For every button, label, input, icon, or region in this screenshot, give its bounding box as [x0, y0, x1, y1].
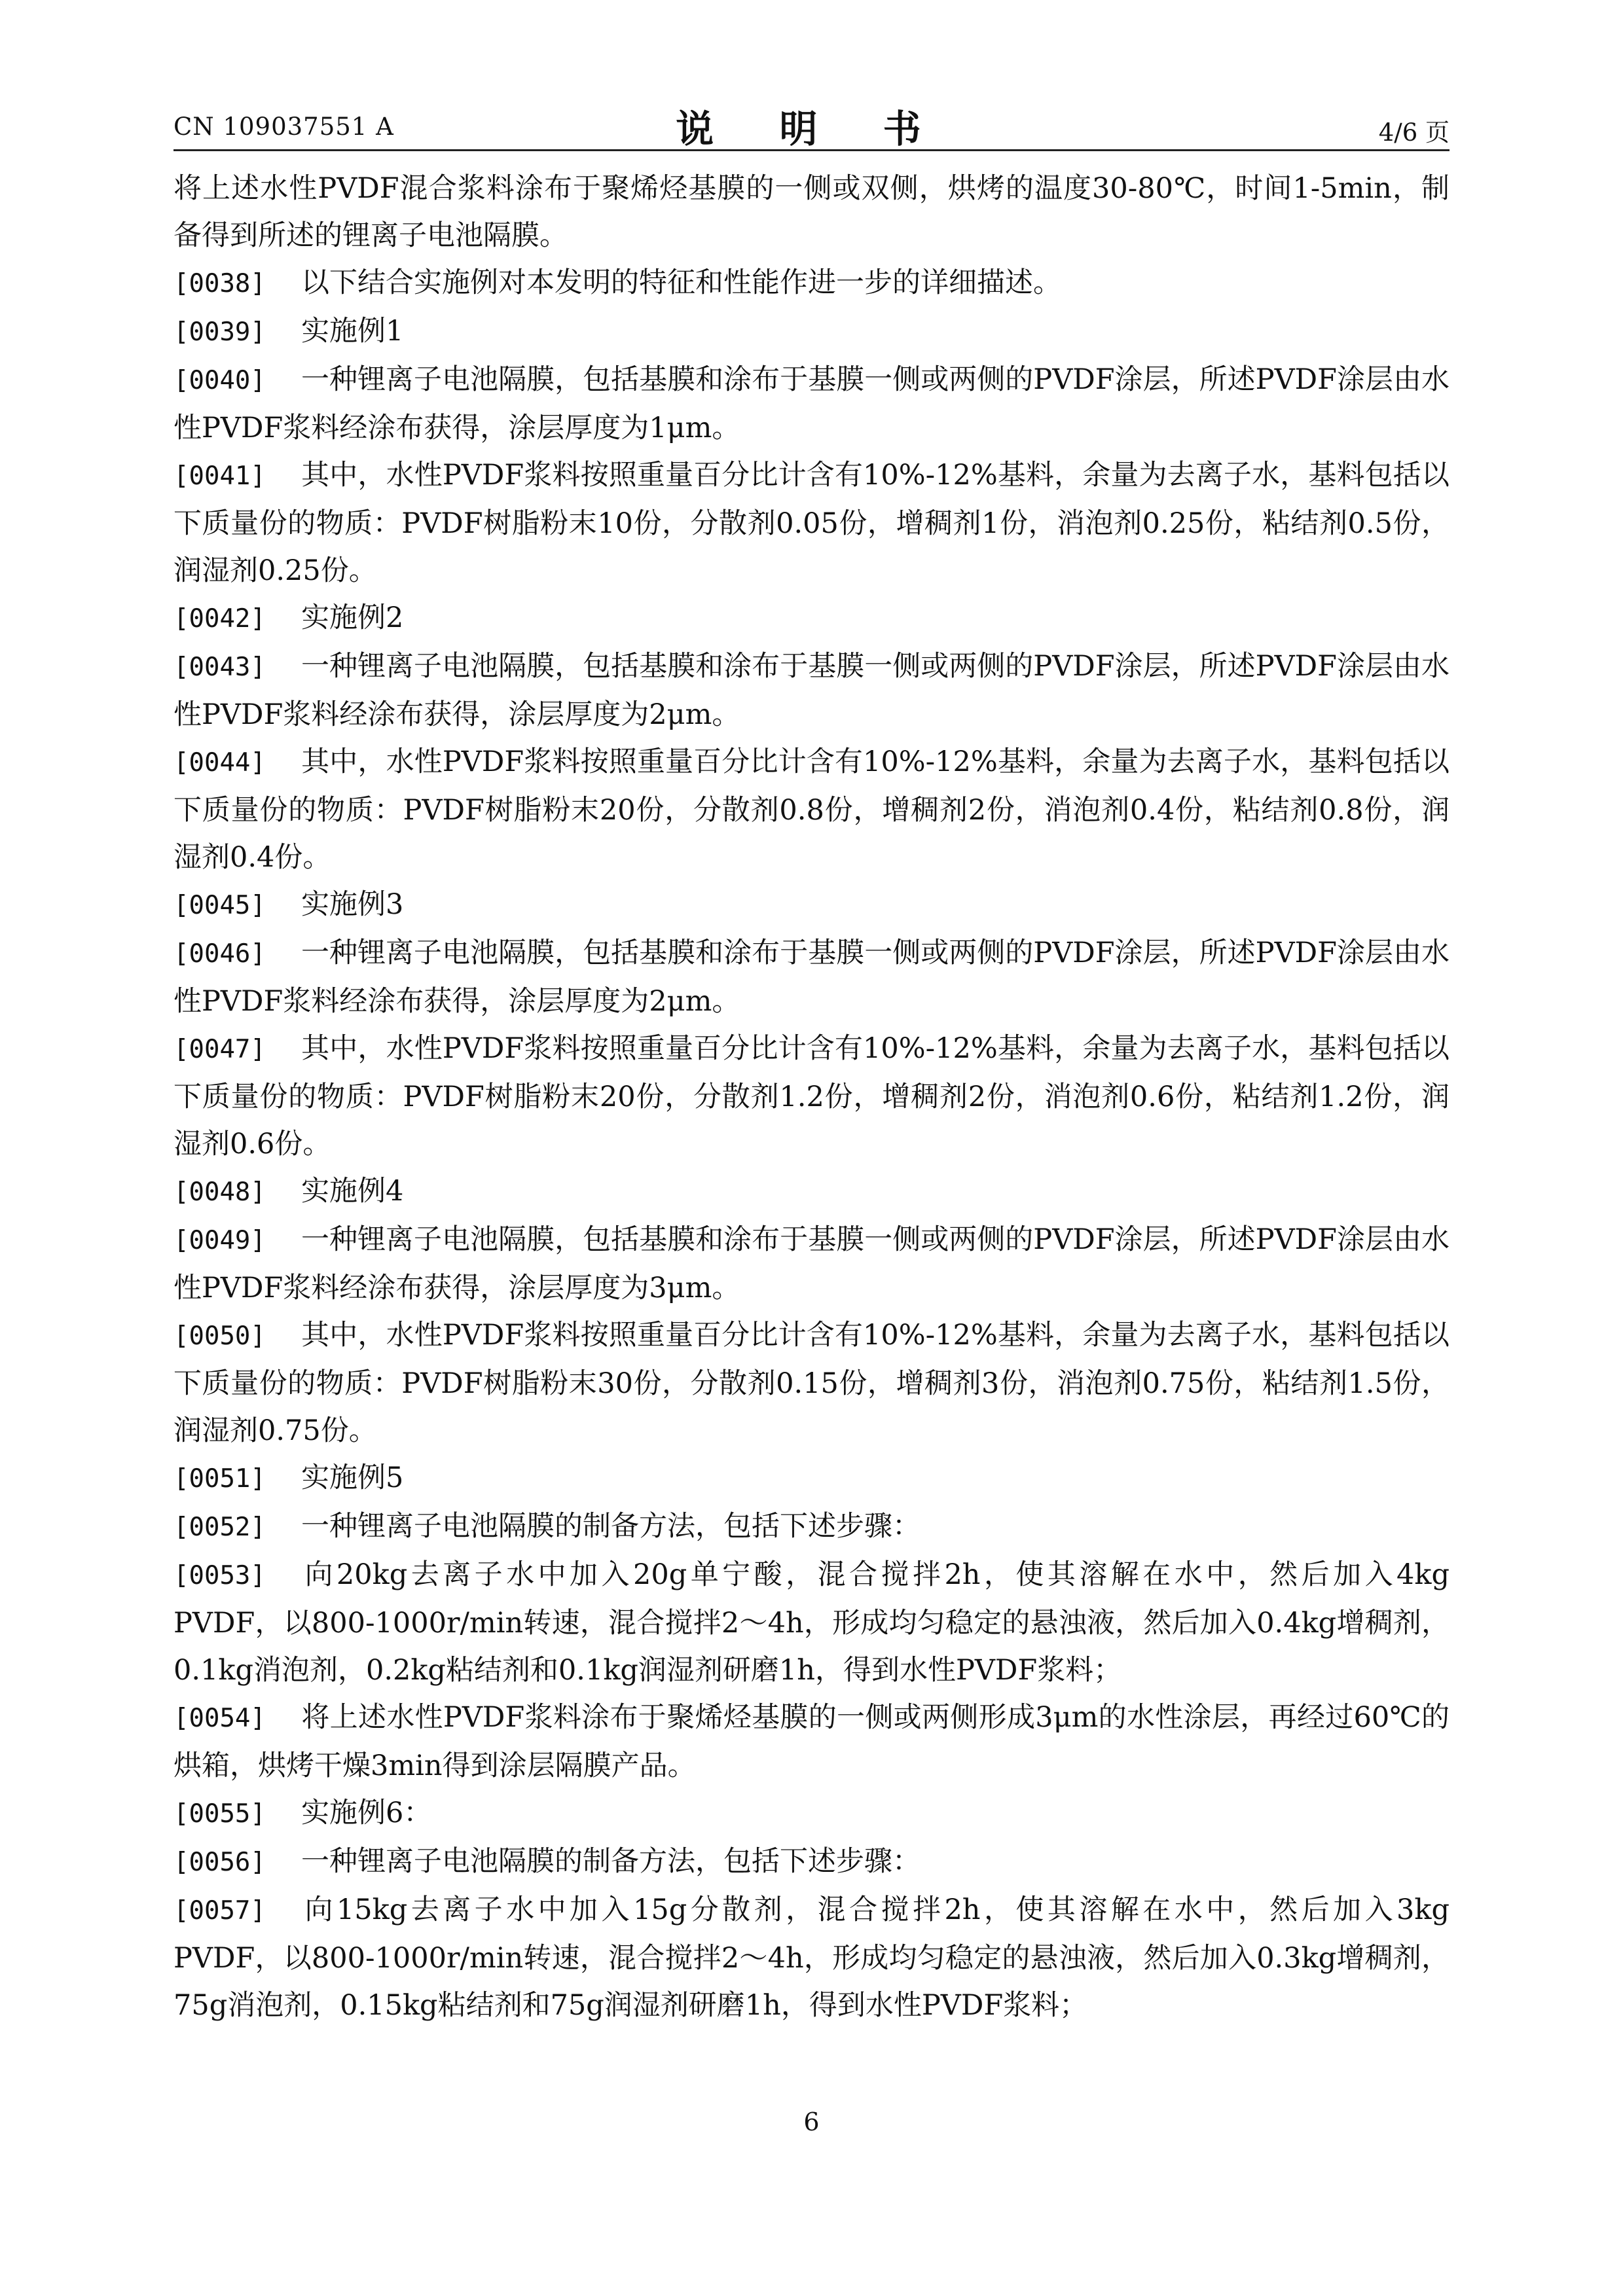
- page-header: [173, 98, 1450, 157]
- paragraph-text: 其中，水性PVDF浆料按照重量百分比计含有10%-12%基料，余量为去离子水，基料包括以下质量份的物质：PVDF树脂粉末20份，分散剂0.8份，增稠剂2份，消泡剂0.4份，粘结剂0.8份，润湿剂0.4份。: [173, 745, 1450, 874]
- paragraph-text: 实施例4: [301, 1175, 404, 1208]
- paragraph-number: [0042]: [173, 604, 266, 634]
- paragraph-text: 将上述水性PVDF浆料涂布于聚烯烃基膜的一侧或两侧形成3μm的水性涂层，再经过60℃的烘箱，烘烤干燥3min得到涂层隔膜产品。: [173, 1701, 1450, 1782]
- paragraph: [173, 1168, 1450, 1216]
- paragraph-number: [0050]: [173, 1321, 266, 1351]
- paragraph-text: 实施例3: [301, 888, 404, 921]
- paragraph: [173, 643, 1450, 738]
- paragraph: [173, 452, 1450, 594]
- patent-number: CN 109037551 A: [173, 113, 394, 141]
- paragraph-number: [0047]: [173, 1035, 266, 1064]
- paragraph-text: 其中，水性PVDF浆料按照重量百分比计含有10%-12%基料，余量为去离子水，基料包括以下质量份的物质：PVDF树脂粉末20份，分散剂1.2份，增稠剂2份，消泡剂0.6份，粘结剂1.2份，润湿剂0.6份。: [173, 1032, 1450, 1160]
- document-title: 说 明 书: [676, 107, 947, 151]
- paragraph-text: 将上述水性PVDF混合浆料涂布于聚烯烃基膜的一侧或双侧，烘烤的温度30-80℃，时间1-5min，制备得到所述的锂离子电池隔膜。: [173, 172, 1450, 252]
- paragraph-number: [0045]: [173, 891, 266, 920]
- paragraph: [173, 1454, 1450, 1503]
- paragraph: [173, 1838, 1450, 1886]
- paragraph-text: 一种锂离子电池隔膜，包括基膜和涂布于基膜一侧或两侧的PVDF涂层，所述PVDF涂层由水性PVDF浆料经涂布获得，涂层厚度为3μm。: [173, 1223, 1450, 1304]
- paragraph-text: 一种锂离子电池隔膜的制备方法，包括下述步骤：: [301, 1510, 921, 1543]
- paragraph-number: [0054]: [173, 1704, 266, 1733]
- paragraph-text: 一种锂离子电池隔膜的制备方法，包括下述步骤：: [301, 1845, 921, 1878]
- paragraph-number: [0046]: [173, 939, 266, 969]
- page-number: 6: [803, 2108, 820, 2136]
- paragraph: [173, 165, 1450, 259]
- paragraph-text: 向20kg去离子水中加入20g单宁酸，混合搅拌2h，使其溶解在水中，然后加入4kg PVDF，以800-1000r/min转速，混合搅拌2～4h，形成均匀稳定的悬浊液，然后加入0.4kg增稠剂，0.1kg消泡剂，0.2kg粘结剂和0.1kg润湿剂研磨1h，得到水性PVDF浆料；: [173, 1558, 1450, 1687]
- paragraph-number: [0052]: [173, 1513, 266, 1542]
- paragraph-number: [0041]: [173, 461, 266, 491]
- paragraph: [173, 738, 1450, 881]
- paragraph: [173, 259, 1450, 308]
- paragraph-number: [0057]: [173, 1896, 266, 1926]
- paragraph-text: 实施例5: [301, 1462, 404, 1494]
- paragraph-number: [0053]: [173, 1561, 266, 1590]
- paragraph: [173, 881, 1450, 929]
- paragraph: [173, 594, 1450, 643]
- paragraph: [173, 1694, 1450, 1789]
- paragraph-number: [0040]: [173, 366, 266, 395]
- paragraph: [173, 1216, 1450, 1312]
- paragraph: [173, 1789, 1450, 1838]
- paragraph-number: [0044]: [173, 748, 266, 778]
- header-divider: [173, 149, 1450, 151]
- paragraph: [173, 1503, 1450, 1551]
- paragraph-text: 以下结合实施例对本发明的特征和性能作进一步的详细描述。: [301, 266, 1061, 299]
- paragraph-text: 一种锂离子电池隔膜，包括基膜和涂布于基膜一侧或两侧的PVDF涂层，所述PVDF涂层由水性PVDF浆料经涂布获得，涂层厚度为2μm。: [173, 937, 1450, 1018]
- paragraph-text: 其中，水性PVDF浆料按照重量百分比计含有10%-12%基料，余量为去离子水，基料包括以下质量份的物质：PVDF树脂粉末30份，分散剂0.15份，增稠剂3份，消泡剂0.75份，粘结剂1.5份，润湿剂0.75份。: [173, 1319, 1450, 1447]
- paragraph: [173, 356, 1450, 452]
- paragraph-text: 一种锂离子电池隔膜，包括基膜和涂布于基膜一侧或两侧的PVDF涂层，所述PVDF涂层由水性PVDF浆料经涂布获得，涂层厚度为2μm。: [173, 650, 1450, 731]
- document-body: [173, 165, 1450, 2029]
- paragraph: [173, 308, 1450, 356]
- paragraph-text: 一种锂离子电池隔膜，包括基膜和涂布于基膜一侧或两侧的PVDF涂层，所述PVDF涂层由水性PVDF浆料经涂布获得，涂层厚度为1μm。: [173, 363, 1450, 444]
- paragraph: [173, 929, 1450, 1025]
- paragraph-text: 其中，水性PVDF浆料按照重量百分比计含有10%-12%基料，余量为去离子水，基料包括以下质量份的物质：PVDF树脂粉末10份，分散剂0.05份，增稠剂1份，消泡剂0.25份，粘结剂0.5份，润湿剂0.25份。: [173, 459, 1450, 587]
- paragraph-number: [0048]: [173, 1177, 266, 1207]
- paragraph: [173, 1551, 1450, 1694]
- paragraph-number: [0056]: [173, 1848, 266, 1877]
- paragraph: [173, 1886, 1450, 2029]
- page-indicator: 4/6 页: [1378, 118, 1450, 147]
- paragraph-number: [0055]: [173, 1799, 266, 1829]
- paragraph-number: [0043]: [173, 653, 266, 682]
- paragraph-number: [0051]: [173, 1464, 266, 1494]
- paragraph-text: 向15kg去离子水中加入15g分散剂，混合搅拌2h，使其溶解在水中，然后加入3kg PVDF，以800-1000r/min转速，混合搅拌2～4h，形成均匀稳定的悬浊液，然后加入0.3kg增稠剂，75g消泡剂，0.15kg粘结剂和75g润湿剂研磨1h，得到水性PVDF浆料；: [173, 1893, 1450, 2022]
- paragraph-text: 实施例6：: [301, 1797, 432, 1829]
- paragraph-text: 实施例1: [301, 315, 404, 348]
- paragraph-number: [0038]: [173, 269, 266, 298]
- paragraph: [173, 1025, 1450, 1168]
- paragraph-text: 实施例2: [301, 601, 404, 634]
- paragraph-number: [0049]: [173, 1226, 266, 1255]
- paragraph: [173, 1312, 1450, 1454]
- paragraph-number: [0039]: [173, 317, 266, 347]
